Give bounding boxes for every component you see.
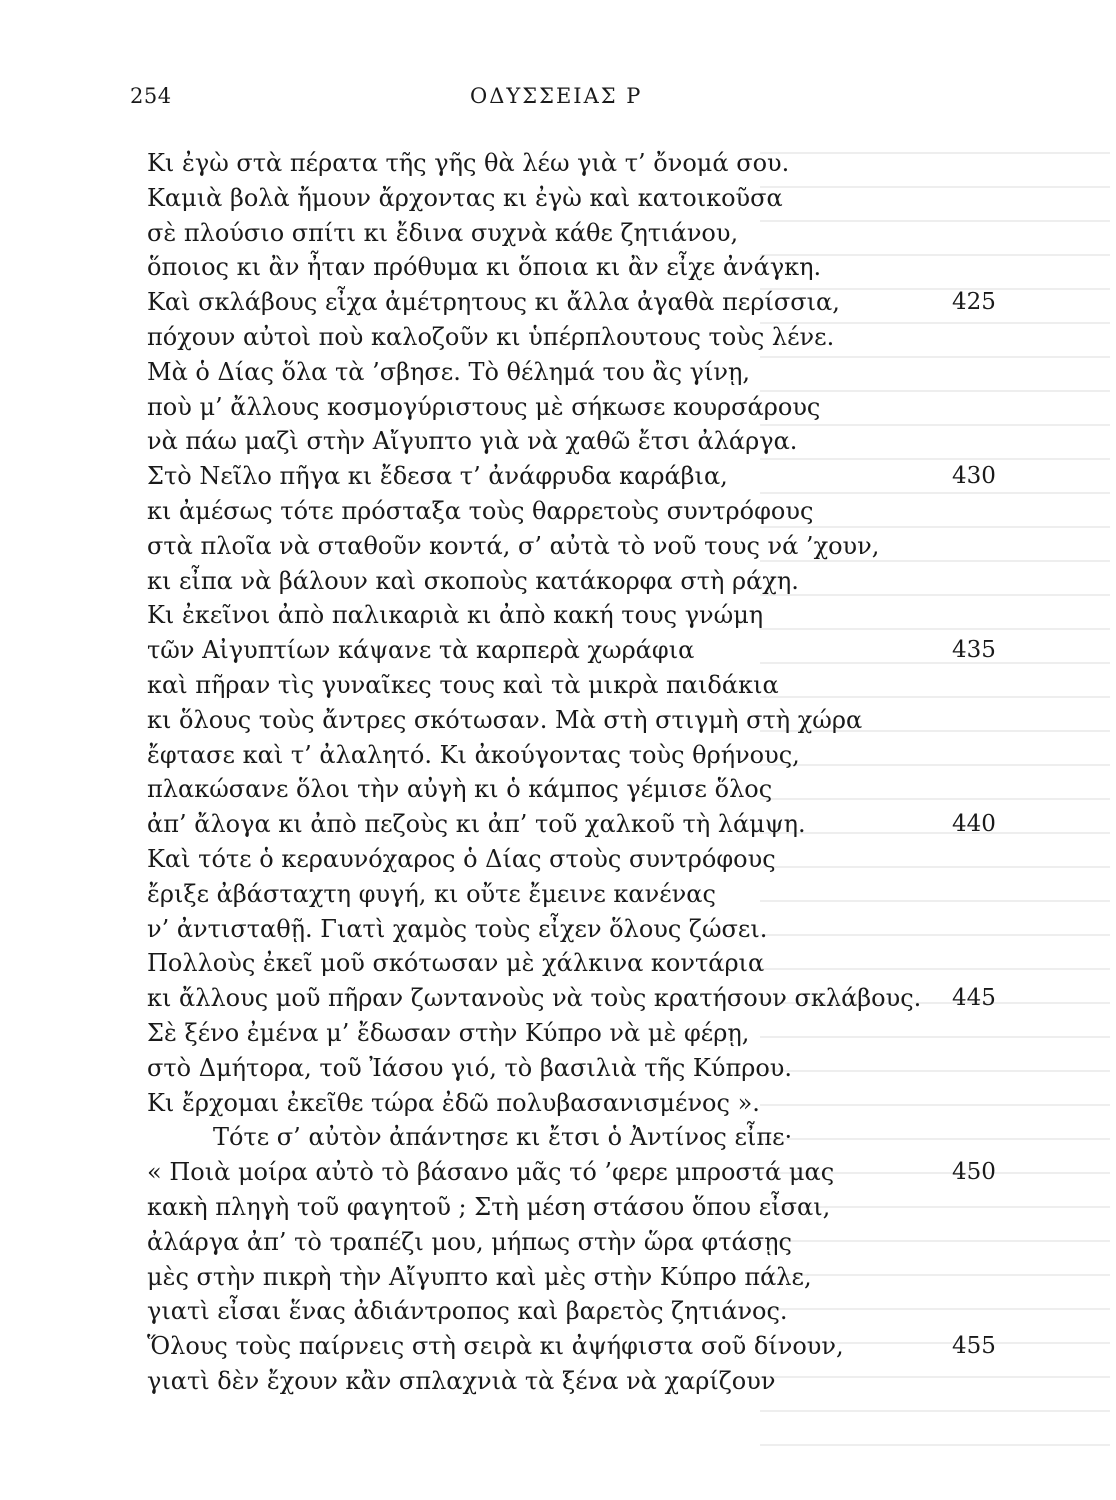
verse-line [147, 320, 1027, 355]
verse-text: στὰ πλοῖα νὰ σταθοῦν κοντά, σ’ αὐτὰ τὸ νοῦ τους νά ’χουν, [147, 531, 880, 560]
verse-text: κι ὅλους τοὺς ἄντρες σκότωσαν. Μὰ στὴ στιγμὴ στὴ χώρα [147, 705, 863, 734]
verse-line [147, 1294, 1027, 1329]
verse-line [147, 1225, 1027, 1260]
verse-text: κι ἀμέσως τότε πρόσταξα τοὺς θαρρετοὺς συντρόφους [147, 496, 814, 525]
verse-line [147, 355, 1027, 390]
verse-line [147, 390, 1027, 425]
verse-line [147, 668, 1027, 703]
verse-line [147, 772, 1027, 807]
verse-text: κακὴ πληγὴ τοῦ φαγητοῦ ; Στὴ μέση στάσου ὅπου εἶσαι, [147, 1192, 831, 1221]
verse-line [147, 1051, 1027, 1086]
verse-text: νὰ πάω μαζὶ στὴν Αἴγυπτο γιὰ νὰ χαθῶ ἔτσι ἀλάργα. [147, 427, 798, 456]
verse-line [147, 285, 1027, 320]
verse-text: ἔριξε ἀβάσταχτη φυγή, κι οὔτε ἔμεινε κανένας [147, 879, 716, 908]
line-number: 440 [952, 811, 996, 838]
verse-line [147, 1260, 1027, 1295]
verse-text: Σὲ ξένο ἐμένα μ’ ἔδωσαν στὴν Κύπρο νὰ μὲ φέρῃ, [147, 1018, 750, 1047]
verse-text: καὶ πῆραν τὶς γυναῖκες τους καὶ τὰ μικρὰ παιδάκια [147, 670, 779, 699]
verse-line [147, 459, 1027, 494]
verse-line [147, 1155, 1027, 1190]
verse-line [147, 1016, 1027, 1051]
verse-text: Κι ἔρχομαι ἐκεῖθε τώρα ἐδῶ πολυβασανισμένος ». [147, 1088, 760, 1117]
verse-line [147, 912, 1027, 947]
page-header [130, 84, 1010, 114]
verse-text: πόχουν αὐτοὶ ποὺ καλοζοῦν κι ὑπέρπλουτους τοὺς λένε. [147, 322, 835, 351]
verse-line [147, 1364, 1027, 1399]
verse-line [147, 703, 1027, 738]
verse-line [147, 738, 1027, 773]
verse-text: Ὅλους τοὺς παίρνεις στὴ σειρὰ κι ἀψήφιστα σοῦ δίνουν, [147, 1332, 844, 1361]
verse-line [147, 1329, 1027, 1364]
verse-line [147, 146, 1027, 181]
line-number: 455 [952, 1333, 996, 1360]
verse-text: Μὰ ὁ Δίας ὅλα τὰ ’σβησε. Τὸ θέλημά του ἂς γίνῃ, [147, 357, 751, 386]
verse-line [147, 633, 1027, 668]
verse-text: Κι ἐκεῖνοι ἀπὸ παλικαριὰ κι ἀπὸ κακή τους γνώμη [147, 601, 764, 630]
verse-line [147, 807, 1027, 842]
verse-text: σὲ πλούσιο σπίτι κι ἔδινα συχνὰ κάθε ζητιάνου, [147, 218, 739, 247]
verse-line [147, 494, 1027, 529]
line-number: 450 [952, 1159, 996, 1186]
page-number: 254 [130, 84, 172, 108]
verse-line [147, 424, 1027, 459]
verse-text: μὲς στὴν πικρὴ τὴν Αἴγυπτο καὶ μὲς στὴν Κύπρο πάλε, [147, 1262, 812, 1291]
verse-line [147, 946, 1027, 981]
verse-line [147, 250, 1027, 285]
verse-text: Πολλοὺς ἐκεῖ μοῦ σκότωσαν μὲ χάλκινα κοντάρια [147, 949, 765, 978]
verse-line [147, 1086, 1027, 1121]
line-number: 430 [952, 463, 996, 490]
verse-text: πλακώσανε ὅλοι τὴν αὐγὴ κι ὁ κάμπος γέμισε ὅλος [147, 775, 773, 804]
verse-text: Στὸ Νεῖλο πῆγα κι ἔδεσα τ’ ἀνάφρυδα καράβια, [147, 462, 728, 491]
poem-text [147, 146, 1027, 1399]
verse-text: Καὶ τότε ὁ κεραυνόχαρος ὁ Δίας στοὺς συντρόφους [147, 844, 776, 873]
verse-text: ἀπ’ ἄλογα κι ἀπὸ πεζοὺς κι ἀπ’ τοῦ χαλκοῦ τὴ λάμψη. [147, 810, 806, 839]
verse-text: ν’ ἀντισταθῇ. Γιατὶ χαμὸς τοὺς εἶχεν ὅλους ζώσει. [147, 914, 768, 943]
verse-text: τῶν Αἰγυπτίων κάψανε τὰ καρπερὰ χωράφια [147, 636, 695, 665]
verse-text: ποὺ μ’ ἄλλους κοσμογύριστους μὲ σήκωσε κουρσάρους [147, 392, 821, 421]
verse-text: στὸ Δμήτορα, τοῦ Ἰάσου γιό, τὸ βασιλιὰ τῆς Κύπρου. [147, 1053, 792, 1082]
verse-text: ὅποιος κι ἂν ἦταν πρόθυμα κι ὅποια κι ἂν εἶχε ἀνάγκη. [147, 253, 822, 282]
verse-line [147, 564, 1027, 599]
verse-line [147, 598, 1027, 633]
line-number: 435 [952, 637, 996, 664]
verse-line [147, 529, 1027, 564]
verse-text: ἔφτασε καὶ τ’ ἀλαλητό. Κι ἀκούγοντας τοὺς θρήνους, [147, 740, 800, 769]
verse-text: Κι ἐγὼ στὰ πέρατα τῆς γῆς θὰ λέω γιὰ τ’ ὄνομά σου. [147, 149, 790, 177]
verse-line [147, 1190, 1027, 1225]
verse-text: κι ἄλλους μοῦ πῆραν ζωντανοὺς νὰ τοὺς κρατήσουν σκλάβους. [147, 984, 922, 1013]
line-number: 445 [952, 985, 996, 1012]
line-number: 425 [952, 289, 996, 316]
verse-text: « Ποιὰ μοίρα αὐτὸ τὸ βάσανο μᾶς τό ’φερε μπροστά μας [147, 1158, 835, 1187]
verse-text: ἀλάργα ἀπ’ τὸ τραπέζι μου, μήπως στὴν ὥρα φτάσῃς [147, 1227, 792, 1256]
verse-text: γιατὶ εἶσαι ἕνας ἀδιάντροπος καὶ βαρετὸς ζητιάνος. [147, 1297, 788, 1326]
verse-line [147, 1120, 1027, 1155]
verse-text: γιατὶ δὲν ἔχουν κἂν σπλαχνιὰ τὰ ξένα νὰ χαρίζουν [147, 1366, 776, 1395]
verse-text: κι εἶπα νὰ βάλουν καὶ σκοποὺς κατάκορφα στὴ ράχη. [147, 566, 799, 595]
verse-text: Καμιὰ βολὰ ἤμουν ἄρχοντας κι ἐγὼ καὶ κατοικοῦσα [147, 183, 783, 212]
verse-line [147, 842, 1027, 877]
verse-line [147, 981, 1027, 1016]
verse-text: Καὶ σκλάβους εἶχα ἀμέτρητους κι ἄλλα ἀγαθὰ περίσσια, [147, 288, 840, 317]
verse-line [147, 216, 1027, 251]
verse-line [147, 877, 1027, 912]
running-title: ΟΔΥΣΣΕΙΑΣ Ρ [470, 84, 643, 108]
verse-text: Τότε σ’ αὐτὸν ἀπάντησε κι ἔτσι ὁ Ἀντίνος εἶπε· [213, 1123, 793, 1152]
verse-line [147, 181, 1027, 216]
